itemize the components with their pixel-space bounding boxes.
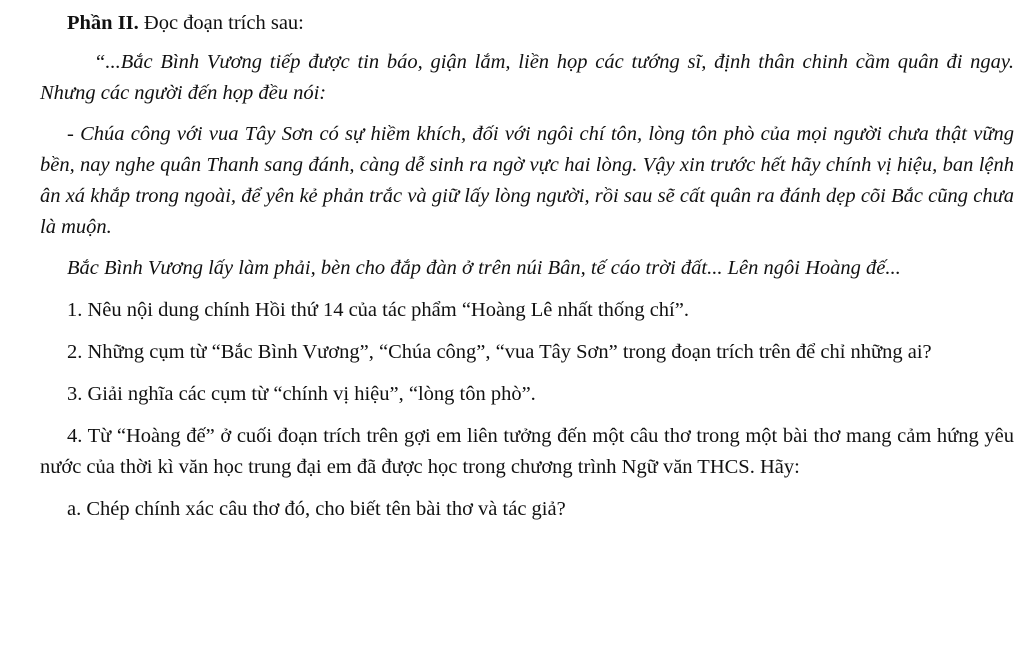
section-heading <box>67 8 1014 39</box>
part-label: Phần II. <box>67 12 139 34</box>
question-3: 3. Giải nghĩa các cụm từ “chính vị hiệu”, “lòng tôn phò”. <box>67 383 536 405</box>
question-4: 4. Từ “Hoàng đế” ở cuối đoạn trích trên gợi em liên tưởng đến một câu thơ trong một bài thơ mang cảm hứng yêu nước của thời kì văn học trung đại em đã được học trong chương trình Ngữ văn THCS. Hãy: <box>40 425 1014 478</box>
question-1: 1. Nêu nội dung chính Hồi thứ 14 của tác phẩm “Hoàng Lê nhất thống chí”. <box>67 299 689 321</box>
excerpt-paragraph-3: Bắc Bình Vương lấy làm phải, bèn cho đắp đàn ở trên núi Bân, tế cáo trời đất... Lên ngôi Hoàng đế... <box>67 257 901 279</box>
excerpt-paragraph-1: “...Bắc Bình Vương tiếp được tin báo, giận lắm, liền họp các tướng sĩ, định thân chinh cầm quân đi ngay. Nhưng các người đến họp đều nói: <box>40 51 1014 104</box>
question-2: 2. Những cụm từ “Bắc Bình Vương”, “Chúa công”, “vua Tây Sơn” trong đoạn trích trên để chỉ những ai? <box>67 341 932 363</box>
instruction-text: Đọc đoạn trích sau: <box>143 12 304 34</box>
question-4a: a. Chép chính xác câu thơ đó, cho biết tên bài thơ và tác giả? <box>67 498 566 520</box>
excerpt-paragraph-2: - Chúa công với vua Tây Sơn có sự hiềm khích, đối với ngôi chí tôn, lòng tôn phò của mọi người chưa thật vững bền, nay nghe quân Thanh sang đánh, càng dễ sinh ra ngờ vực hai lòng. Vậy xin trước hết hãy chính vị hiệu, ban lệnh ân xá khắp trong ngoài, để yên kẻ phản trắc và giữ lấy lòng người, rồi sau sẽ cất quân ra đánh dẹp cõi Bắc cũng chưa là muộn. <box>40 123 1014 238</box>
